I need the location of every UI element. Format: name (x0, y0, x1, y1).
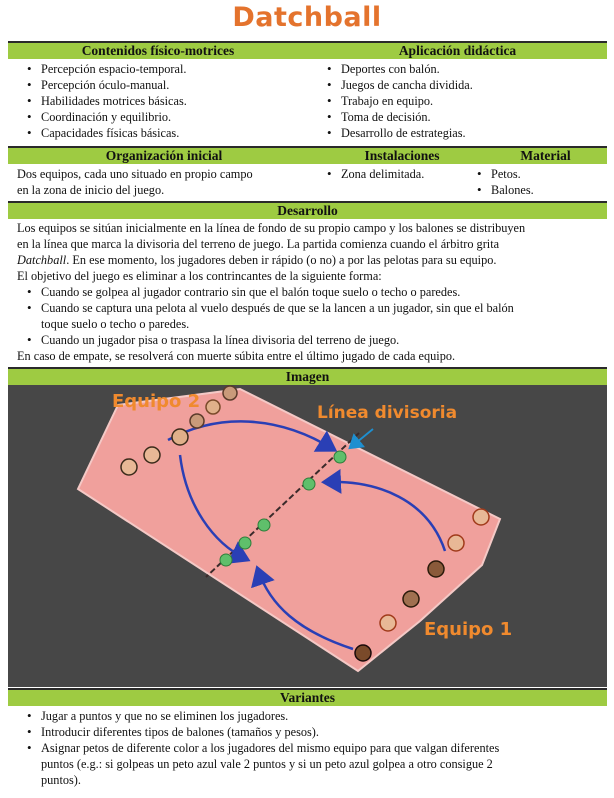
instalaciones-header: Instalaciones (364, 148, 440, 163)
list-item: • Percepción óculo-manual. (24, 77, 187, 93)
section-header-bar (8, 688, 607, 706)
list-item: • Desarrollo de estrategias. (324, 125, 473, 141)
game-illustration (8, 385, 607, 687)
list-item: • Toma de decisión. (324, 109, 473, 125)
aplicacion-list (324, 61, 473, 141)
player-avatar (448, 535, 464, 551)
desarrollo-list (24, 284, 514, 348)
label-team-1: Equipo 1 (424, 619, 513, 640)
desarrollo-line-4: El objetivo del juego es eliminar a los contrincantes de la siguiente forma: (17, 269, 382, 283)
list-item: • Coordinación y equilibrio. (24, 109, 187, 125)
desarrollo-line-2: en la línea que marca la divisoria del terreno de juego. La partida comienza cuando el árbitro grita (17, 237, 500, 251)
desarrollo-last-line: En caso de empate, se resolverá con muerte súbita entre el último jugado de cada equipo. (17, 349, 456, 363)
desarrollo-header: Desarrollo (277, 203, 338, 218)
list-item-text: toque suelo o techo o paredes. (41, 317, 190, 331)
instalaciones-list (324, 166, 424, 182)
list-item: • Zona delimitada. (324, 166, 424, 182)
player-avatar (206, 400, 220, 414)
organizacion-text-2: en la zona de inicio del juego. (17, 183, 165, 197)
list-item (24, 740, 499, 788)
list-item: • Cuando un jugador pisa o traspasa la línea divisoria del terreno de juego. (24, 332, 514, 348)
variantes-header: Variantes (279, 690, 335, 705)
desarrollo-line-1: Los equipos se sitúan inicialmente en la línea de fondo de su propio campo y los balones se distribuyen (17, 221, 526, 235)
section-header-bar (8, 367, 607, 385)
player-avatar (380, 615, 396, 631)
player-avatar (190, 414, 204, 428)
player-avatar (403, 591, 419, 607)
organizacion-text-1: Dos equipos, cada uno situado en propio campo (17, 167, 253, 181)
ball (220, 554, 232, 566)
court-diagram (8, 385, 607, 687)
contenidos-header: Contenidos físico-motrices (81, 43, 235, 58)
list-item: • Deportes con balón. (324, 61, 473, 77)
list-item: • Jugar a puntos y que no se eliminen los jugadores. (24, 708, 499, 724)
material-list (474, 166, 534, 198)
material-header: Material (520, 148, 571, 163)
player-avatar (223, 386, 237, 400)
label-line: Línea divisoria (317, 403, 458, 423)
ball (334, 451, 346, 463)
list-item: • Percepción espacio-temporal. (24, 61, 187, 77)
ball (303, 478, 315, 490)
list-item (24, 300, 514, 332)
list-item: • Capacidades físicas básicas. (24, 125, 187, 141)
label-pointer (351, 429, 373, 447)
ball (258, 519, 270, 531)
list-item: • Balones. (474, 182, 534, 198)
game-name: Datchball (17, 253, 67, 267)
player-avatar (172, 429, 188, 445)
player-avatar (144, 447, 160, 463)
player-avatar (355, 645, 371, 661)
list-item-text: Cuando se captura una pelota al vuelo después de que se la lancen a un jugador, sin que el balón (41, 301, 514, 315)
player-avatar (121, 459, 137, 475)
list-item: • Introducir diferentes tipos de balones (tamaños y pesos). (24, 724, 499, 740)
desarrollo-line-3-rest: . En ese momento, los jugadores deben ir rápido (o no) a por las pelotas para su equipo. (66, 253, 497, 267)
section-header-bar (8, 146, 607, 164)
desarrollo-line-3 (17, 252, 496, 268)
list-item: • Cuando se golpea al jugador contrario sin que el balón toque suelo o techo o paredes. (24, 284, 514, 300)
player-avatar (473, 509, 489, 525)
list-item: • Petos. (474, 166, 534, 182)
organizacion-header: Organización inicial (105, 148, 223, 163)
page-title: Datchball (232, 2, 382, 33)
list-item-text: Asignar petos de diferente color a los jugadores del mismo equipo para que valgan diferentes (41, 741, 500, 755)
list-item: • Juegos de cancha dividida. (324, 77, 473, 93)
ball (239, 537, 251, 549)
contenidos-list (24, 61, 187, 141)
label-team-2: Equipo 2 (112, 391, 201, 412)
list-item-text: puntos (e.g.: si golpeas un peto azul vale 2 puntos y si un peto azul golpea a otro consigue 2 (41, 757, 493, 771)
list-item: • Habilidades motrices básicas. (24, 93, 187, 109)
variantes-list (24, 708, 499, 788)
aplicacion-header: Aplicación didáctica (398, 43, 517, 58)
list-item-text: puntos). (41, 773, 81, 787)
list-item: • Trabajo en equipo. (324, 93, 473, 109)
imagen-header: Imagen (285, 369, 330, 384)
section-header-bar (8, 201, 607, 219)
player-avatar (428, 561, 444, 577)
section-header-bar (8, 41, 607, 59)
